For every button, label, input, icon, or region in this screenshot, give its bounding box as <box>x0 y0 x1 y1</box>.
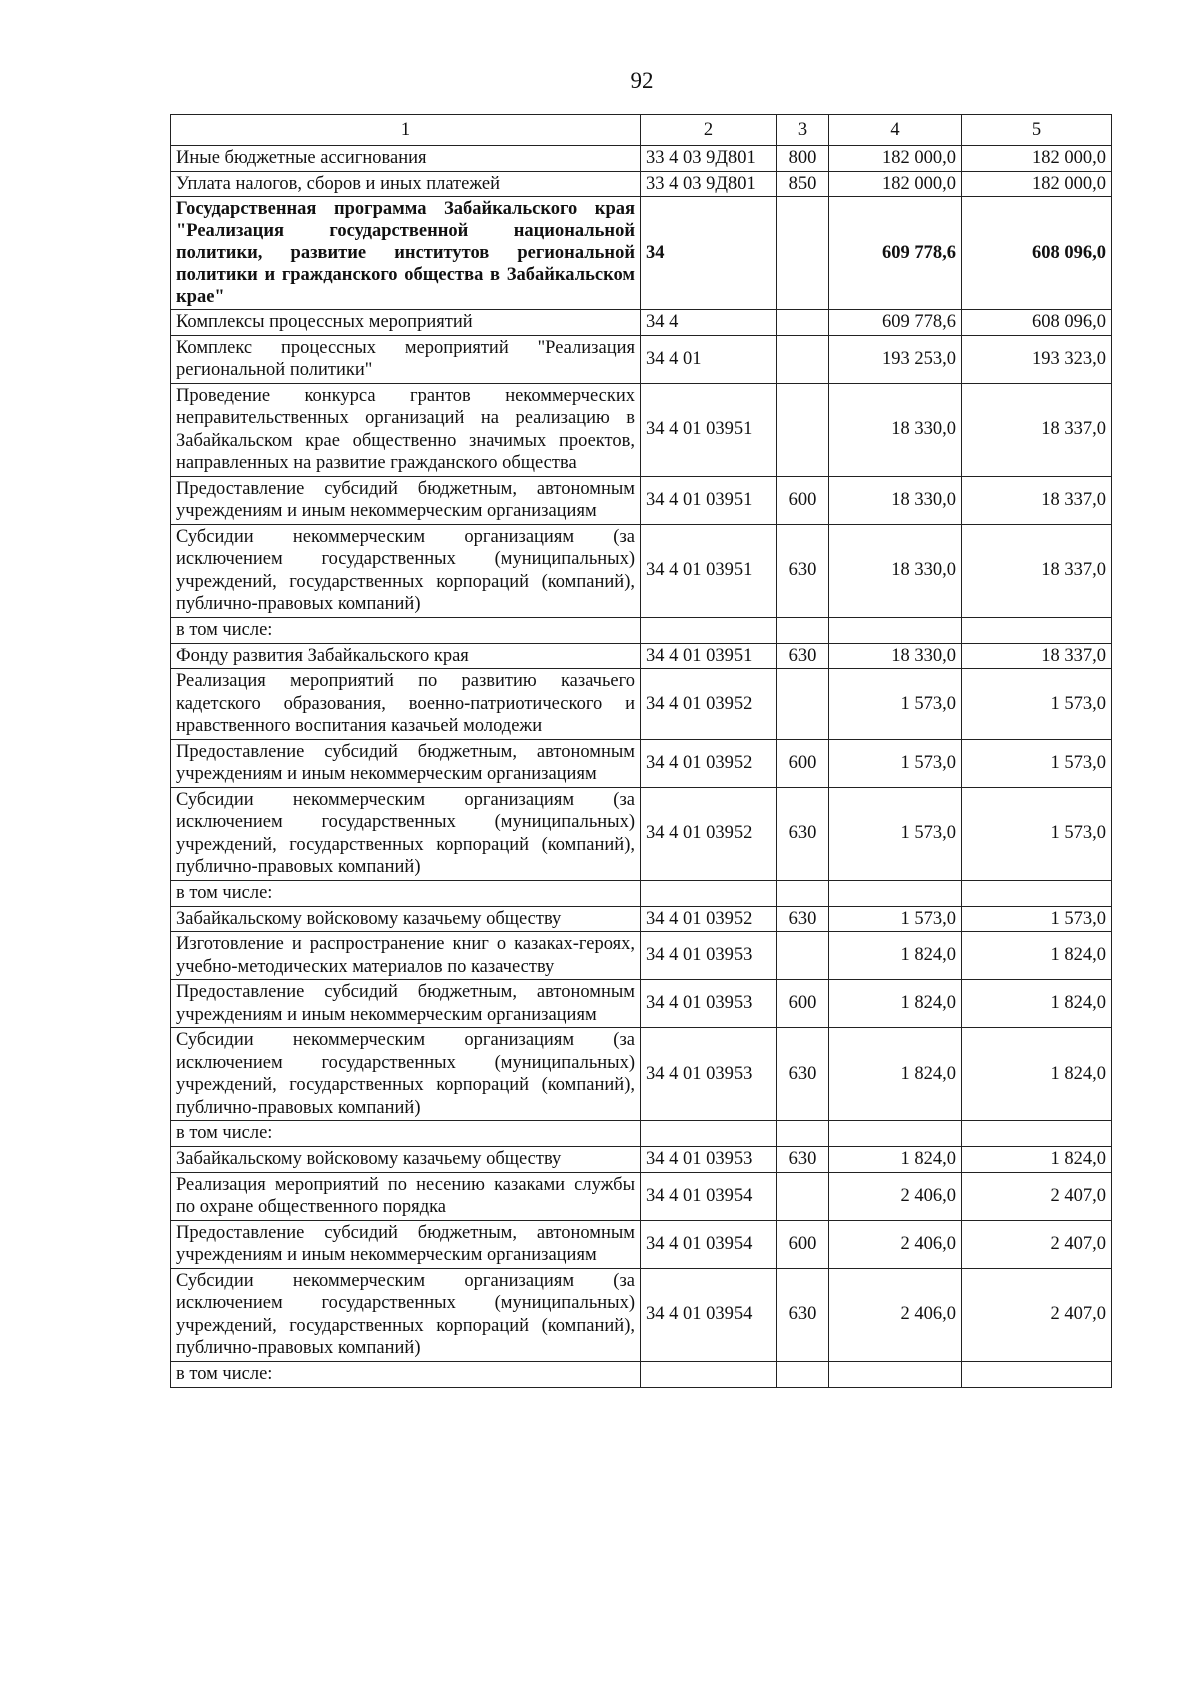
row-code-cell: 34 4 01 03954 <box>641 1172 777 1220</box>
row-name-cell: Уплата налогов, сборов и иных платежей <box>171 171 641 197</box>
row-value-col4-cell: 1 824,0 <box>829 1147 962 1173</box>
row-type-cell <box>777 617 829 643</box>
row-value-col4-cell <box>829 880 962 906</box>
table-row <box>171 1028 1112 1121</box>
table-row <box>171 739 1112 787</box>
table-row <box>171 669 1112 740</box>
table-row <box>171 383 1112 476</box>
row-name-cell: Субсидии некоммерческим организациям (за исключением государственных (муниципальных) учреждений, государственных корпораций (компаний), публично-правовых компаний) <box>171 524 641 617</box>
header-col-1: 1 <box>171 115 641 146</box>
row-type-cell: 630 <box>777 524 829 617</box>
row-name-cell: Предоставление субсидий бюджетным, автономным учреждениям и иным некоммерческим организациям <box>171 1220 641 1268</box>
row-type-cell <box>777 1361 829 1387</box>
row-type-cell: 600 <box>777 476 829 524</box>
row-code-cell: 34 4 01 03952 <box>641 906 777 932</box>
table-row <box>171 1220 1112 1268</box>
table-row <box>171 643 1112 669</box>
row-value-col5-cell: 1 573,0 <box>962 787 1112 880</box>
table-row <box>171 476 1112 524</box>
row-value-col5-cell: 1 824,0 <box>962 1028 1112 1121</box>
table-row <box>171 335 1112 383</box>
row-code-cell: 34 4 01 03953 <box>641 1028 777 1121</box>
row-value-col5-cell: 1 573,0 <box>962 906 1112 932</box>
row-code-cell: 34 4 <box>641 310 777 336</box>
row-name-cell: Реализация мероприятий по развитию казачьего кадетского образования, военно-патриотического и нравственного воспитания казачьей молодежи <box>171 669 641 740</box>
row-value-col5-cell: 2 407,0 <box>962 1268 1112 1361</box>
table-row <box>171 787 1112 880</box>
row-type-cell: 630 <box>777 906 829 932</box>
table-row <box>171 524 1112 617</box>
row-code-cell: 34 4 01 03953 <box>641 980 777 1028</box>
row-type-cell: 600 <box>777 739 829 787</box>
row-value-col4-cell: 2 406,0 <box>829 1172 962 1220</box>
row-type-cell <box>777 669 829 740</box>
row-type-cell: 850 <box>777 171 829 197</box>
row-name-cell: Государственная программа Забайкальского края "Реализация государственной национальной политики, развитие институтов региональной политики и гражданского общества в Забайкальском крае" <box>171 197 641 310</box>
row-code-cell: 34 4 01 03952 <box>641 787 777 880</box>
row-value-col4-cell: 2 406,0 <box>829 1268 962 1361</box>
row-value-col4-cell: 182 000,0 <box>829 146 962 172</box>
row-code-cell: 34 4 01 03954 <box>641 1268 777 1361</box>
table-row <box>171 1121 1112 1147</box>
row-value-col5-cell: 182 000,0 <box>962 171 1112 197</box>
row-type-cell <box>777 310 829 336</box>
table-row <box>171 980 1112 1028</box>
table-row <box>171 880 1112 906</box>
row-type-cell: 630 <box>777 787 829 880</box>
row-value-col5-cell <box>962 1121 1112 1147</box>
row-value-col5-cell: 2 407,0 <box>962 1220 1112 1268</box>
row-name-cell: Проведение конкурса грантов некоммерческих неправительственных организаций на реализацию в Забайкальском крае общественно значимых проектов, направленных на развитие гражданского общества <box>171 383 641 476</box>
row-value-col4-cell: 1 824,0 <box>829 980 962 1028</box>
row-code-cell: 34 <box>641 197 777 310</box>
row-type-cell: 600 <box>777 980 829 1028</box>
row-name-cell: Субсидии некоммерческим организациям (за исключением государственных (муниципальных) учреждений, государственных корпораций (компаний), публично-правовых компаний) <box>171 1028 641 1121</box>
table-row <box>171 1361 1112 1387</box>
row-value-col5-cell: 18 337,0 <box>962 476 1112 524</box>
row-value-col5-cell: 1 573,0 <box>962 739 1112 787</box>
header-col-2: 2 <box>641 115 777 146</box>
row-value-col4-cell: 18 330,0 <box>829 383 962 476</box>
row-name-cell: Забайкальскому войсковому казачьему обществу <box>171 1147 641 1173</box>
table-row <box>171 1147 1112 1173</box>
table-header-row <box>171 115 1112 146</box>
table-body <box>171 146 1112 1388</box>
row-value-col4-cell: 193 253,0 <box>829 335 962 383</box>
row-type-cell: 630 <box>777 643 829 669</box>
row-value-col5-cell: 1 824,0 <box>962 1147 1112 1173</box>
row-value-col5-cell: 1 824,0 <box>962 980 1112 1028</box>
row-type-cell <box>777 880 829 906</box>
row-type-cell: 600 <box>777 1220 829 1268</box>
table-row <box>171 197 1112 310</box>
row-type-cell: 630 <box>777 1268 829 1361</box>
row-type-cell <box>777 1172 829 1220</box>
row-type-cell: 630 <box>777 1028 829 1121</box>
row-code-cell <box>641 1121 777 1147</box>
row-value-col5-cell: 18 337,0 <box>962 524 1112 617</box>
row-value-col4-cell: 1 573,0 <box>829 739 962 787</box>
row-value-col4-cell <box>829 1121 962 1147</box>
row-value-col4-cell: 182 000,0 <box>829 171 962 197</box>
row-value-col4-cell: 1 824,0 <box>829 932 962 980</box>
row-name-cell: в том числе: <box>171 1121 641 1147</box>
row-code-cell: 34 4 01 03951 <box>641 476 777 524</box>
page-number: 92 <box>630 68 654 93</box>
row-type-cell <box>777 1121 829 1147</box>
row-value-col5-cell: 2 407,0 <box>962 1172 1112 1220</box>
row-value-col4-cell: 609 778,6 <box>829 197 962 310</box>
table-row <box>171 906 1112 932</box>
row-code-cell: 34 4 01 <box>641 335 777 383</box>
row-value-col4-cell: 1 573,0 <box>829 787 962 880</box>
row-value-col5-cell: 608 096,0 <box>962 197 1112 310</box>
row-value-col5-cell: 18 337,0 <box>962 643 1112 669</box>
row-code-cell: 34 4 01 03953 <box>641 1147 777 1173</box>
row-name-cell: в том числе: <box>171 880 641 906</box>
row-name-cell: Комплекс процессных мероприятий "Реализация региональной политики" <box>171 335 641 383</box>
row-value-col5-cell: 1 824,0 <box>962 932 1112 980</box>
row-type-cell <box>777 335 829 383</box>
table-row <box>171 1268 1112 1361</box>
row-code-cell <box>641 617 777 643</box>
row-name-cell: Забайкальскому войсковому казачьему обществу <box>171 906 641 932</box>
row-value-col5-cell <box>962 617 1112 643</box>
header-col-4: 4 <box>829 115 962 146</box>
row-code-cell: 34 4 01 03954 <box>641 1220 777 1268</box>
header-col-5: 5 <box>962 115 1112 146</box>
row-code-cell <box>641 880 777 906</box>
row-value-col4-cell: 1 573,0 <box>829 906 962 932</box>
table-row <box>171 171 1112 197</box>
row-code-cell: 33 4 03 9Д801 <box>641 171 777 197</box>
row-value-col4-cell <box>829 1361 962 1387</box>
budget-table <box>170 114 1112 1388</box>
row-code-cell: 34 4 01 03952 <box>641 739 777 787</box>
row-code-cell <box>641 1361 777 1387</box>
row-code-cell: 34 4 01 03951 <box>641 524 777 617</box>
row-name-cell: Изготовление и распространение книг о казаках-героях, учебно-методических материалов по казачеству <box>171 932 641 980</box>
header-col-3: 3 <box>777 115 829 146</box>
row-name-cell: Иные бюджетные ассигнования <box>171 146 641 172</box>
row-type-cell: 630 <box>777 1147 829 1173</box>
row-name-cell: Реализация мероприятий по несению казаками службы по охране общественного порядка <box>171 1172 641 1220</box>
table-row <box>171 617 1112 643</box>
row-type-cell <box>777 197 829 310</box>
row-value-col4-cell: 609 778,6 <box>829 310 962 336</box>
row-value-col4-cell: 2 406,0 <box>829 1220 962 1268</box>
row-type-cell <box>777 932 829 980</box>
row-code-cell: 34 4 01 03952 <box>641 669 777 740</box>
table-row <box>171 1172 1112 1220</box>
row-name-cell: Предоставление субсидий бюджетным, автономным учреждениям и иным некоммерческим организациям <box>171 739 641 787</box>
row-type-cell: 800 <box>777 146 829 172</box>
row-value-col4-cell: 18 330,0 <box>829 476 962 524</box>
row-code-cell: 33 4 03 9Д801 <box>641 146 777 172</box>
row-name-cell: Предоставление субсидий бюджетным, автономным учреждениям и иным некоммерческим организациям <box>171 476 641 524</box>
row-code-cell: 34 4 01 03951 <box>641 383 777 476</box>
row-value-col4-cell <box>829 617 962 643</box>
row-name-cell: в том числе: <box>171 1361 641 1387</box>
row-name-cell: Фонду развития Забайкальского края <box>171 643 641 669</box>
row-value-col4-cell: 18 330,0 <box>829 524 962 617</box>
row-name-cell: Субсидии некоммерческим организациям (за исключением государственных (муниципальных) учреждений, государственных корпораций (компаний), публично-правовых компаний) <box>171 787 641 880</box>
row-value-col5-cell: 608 096,0 <box>962 310 1112 336</box>
row-value-col4-cell: 1 573,0 <box>829 669 962 740</box>
row-value-col5-cell: 18 337,0 <box>962 383 1112 476</box>
row-value-col4-cell: 1 824,0 <box>829 1028 962 1121</box>
row-value-col5-cell: 1 573,0 <box>962 669 1112 740</box>
row-name-cell: в том числе: <box>171 617 641 643</box>
row-name-cell: Предоставление субсидий бюджетным, автономным учреждениям и иным некоммерческим организациям <box>171 980 641 1028</box>
table-row <box>171 932 1112 980</box>
table-row <box>171 310 1112 336</box>
row-value-col5-cell: 193 323,0 <box>962 335 1112 383</box>
row-value-col5-cell <box>962 1361 1112 1387</box>
row-code-cell: 34 4 01 03951 <box>641 643 777 669</box>
row-value-col5-cell: 182 000,0 <box>962 146 1112 172</box>
row-name-cell: Субсидии некоммерческим организациям (за исключением государственных (муниципальных) учреждений, государственных корпораций (компаний), публично-правовых компаний) <box>171 1268 641 1361</box>
row-code-cell: 34 4 01 03953 <box>641 932 777 980</box>
row-name-cell: Комплексы процессных мероприятий <box>171 310 641 336</box>
row-type-cell <box>777 383 829 476</box>
row-value-col4-cell: 18 330,0 <box>829 643 962 669</box>
table-row <box>171 146 1112 172</box>
row-value-col5-cell <box>962 880 1112 906</box>
